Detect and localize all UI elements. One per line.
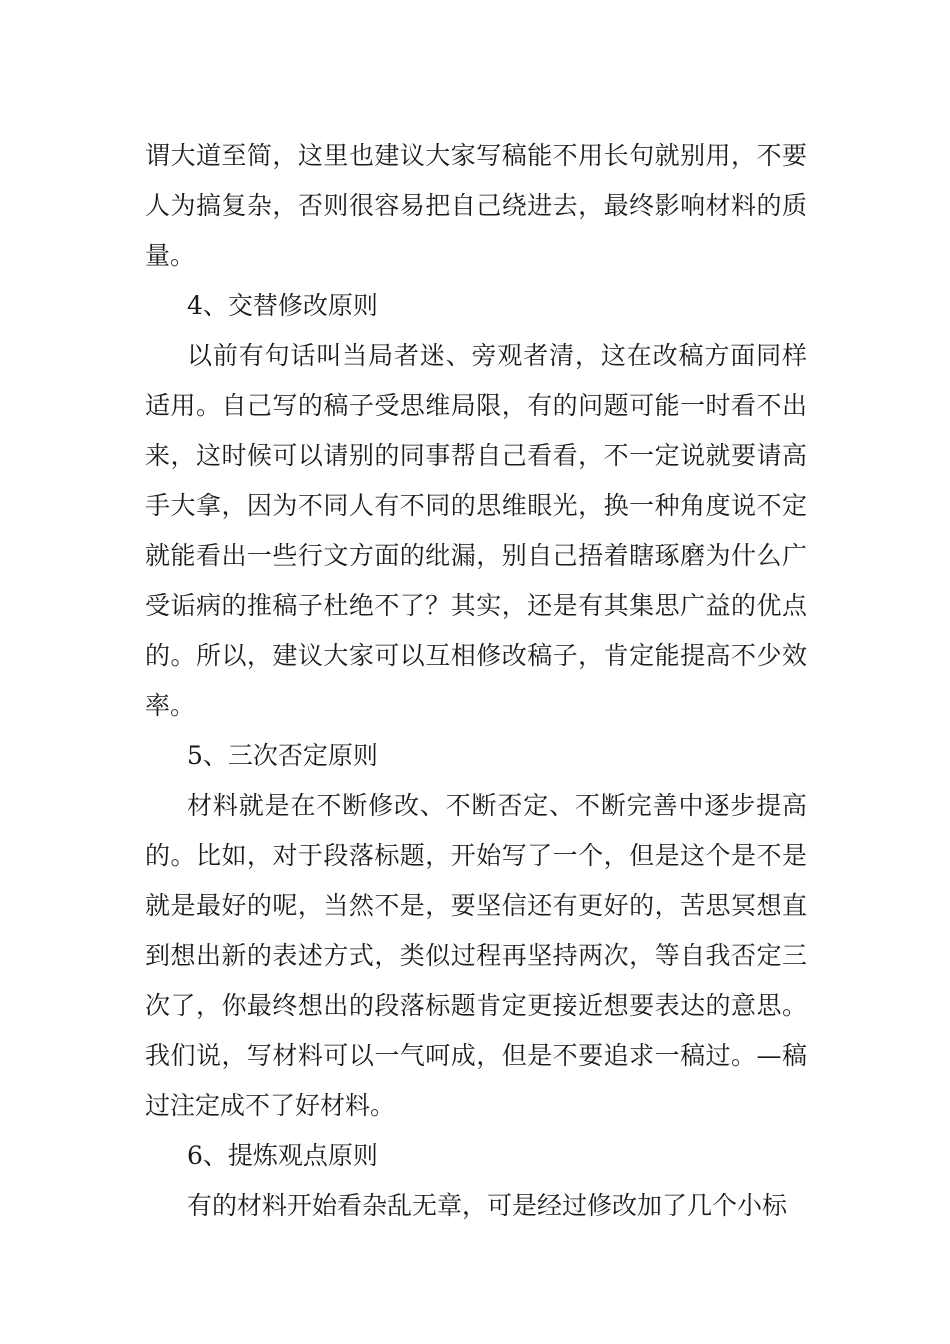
- paragraph-triple-negation: 材料就是在不断修改、不断否定、不断完善中逐步提高的。比如，对于段落标题，开始写了一个，但是这个是不是就是最好的呢，当然不是，要坚信还有更好的，苦思冥想直到想出新的表述方式，类似过程再坚持两次，等自我否定三次了，你最终想出的段落标题肯定更接近想要表达的意思。我们说，写材料可以一气呵成，但是不要追求一稿过。—稿过注定成不了好材料。: [145, 791, 807, 1120]
- section-heading-5: 5、三次否定原则: [187, 741, 378, 770]
- paragraph-alternate-revision: 以前有句话叫当局者迷、旁观者清，这在改稿方面同样适用。自己写的稿子受思维局限，有的问题可能一时看不出来，这时候可以请别的同事帮自己看看，不一定说就要请高手大拿，因为不同人有不同的思维眼光，换一种角度说不定就能看出一些行文方面的纰漏，别自己捂着瞎琢磨为什么广受诟病的推稿子杜绝不了？其实，还是有其集思广益的优点的。所以，建议大家可以互相修改稿子，肯定能提高不少效率。: [145, 341, 807, 720]
- paragraph-refine-viewpoints: 有的材料开始看杂乱无章，可是经过修改加了几个小标: [187, 1191, 788, 1220]
- paragraph-continuation: 谓大道至简，这里也建议大家写稿能不用长句就别用，不要人为搞复杂，否则很容易把自己绕进去，最终影响材料的质量。: [145, 141, 807, 270]
- document-body: [145, 131, 807, 1231]
- section-heading-6: 6、提炼观点原则: [187, 1141, 378, 1170]
- section-heading-4: 4、交替修改原则: [187, 291, 378, 320]
